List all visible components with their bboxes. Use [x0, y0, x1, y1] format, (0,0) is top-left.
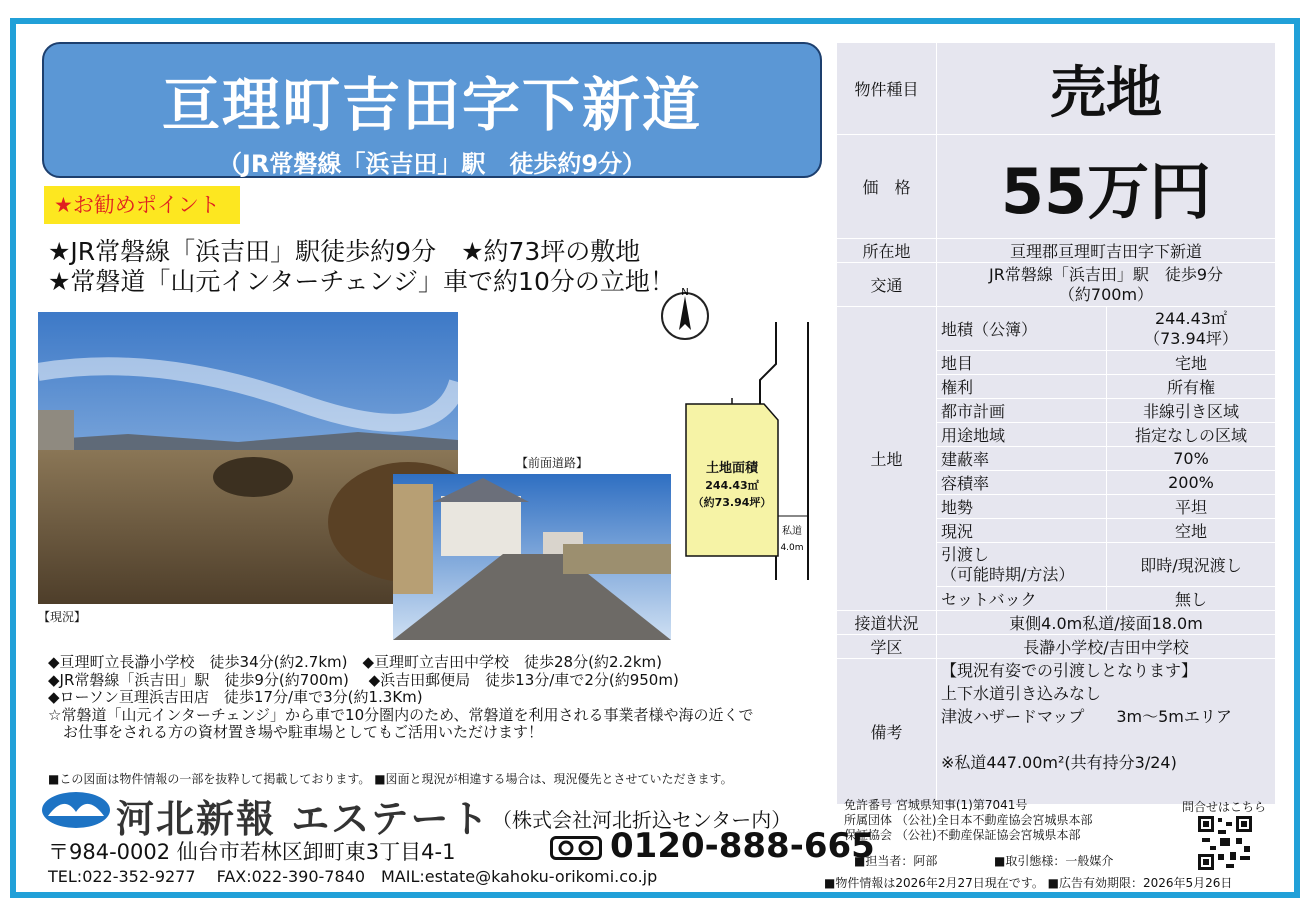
- type-label: 物件種目: [837, 43, 937, 135]
- traffic-distance: （約700m）: [1058, 284, 1154, 304]
- nearby-line: ◆亘理町立長瀞小学校 徒歩34分(約2.7km) ◆亘理町立吉田中学校 徒歩28分(約2.2km): [48, 653, 662, 671]
- land-area-tsubo: （約73.94坪）: [692, 496, 772, 509]
- traffic-label: 交通: [837, 263, 937, 307]
- land-key: 容積率: [937, 471, 1107, 495]
- road-label: 接道状況: [837, 611, 937, 635]
- point-line-1: ★JR常磐線「浜吉田」駅徒歩約9分 ★約73坪の敷地: [48, 237, 641, 266]
- land-value: 無し: [1107, 587, 1276, 611]
- land-key: 建蔽率: [937, 447, 1107, 471]
- company-logo-text: 河北新報 エステート: [116, 797, 491, 841]
- land-key: セットバック: [937, 587, 1107, 611]
- company-name: （株式会社河北折込センター内）: [492, 808, 792, 832]
- land-key: 地勢: [937, 495, 1107, 519]
- land-value: 即時/現況渡し: [1107, 543, 1276, 587]
- inquiry-label: 問合せはこちら: [1182, 800, 1267, 814]
- deal-type: ■取引態様：一般媒介: [994, 854, 1114, 868]
- road-photo: [393, 474, 671, 640]
- current-photo-caption: 【現況】: [38, 610, 87, 624]
- handover-key-detail: （可能時期/方法）: [941, 564, 1075, 584]
- spec-table: [836, 42, 1276, 805]
- nearby-line: ☆常磐道「山元インターチェンジ」から車で10分圏内のため、常磐道を利用される事業者様や海の近くで: [48, 705, 754, 724]
- validity-dates: ■物件情報は2026年2月27日現在です。 ■広告有効期限：2026年5月26日: [824, 876, 1233, 890]
- land-key: 権利: [937, 375, 1107, 399]
- nearby-line: ◆JR常磐線「浜吉田」駅 徒歩9分(約700m) ◆浜吉田郵便局 徒歩13分/車で2分(約950m): [48, 670, 679, 689]
- road-photo-caption: 【前面道路】: [516, 456, 589, 470]
- land-key: 都市計画: [937, 399, 1107, 423]
- recommend-label: ★お勧めポイント: [44, 186, 240, 224]
- freedial-icon: [550, 836, 602, 860]
- land-key: 用途地域: [937, 423, 1107, 447]
- nearby-line: お仕事をされる方の資材置き場や駐車場としてもご活用いただけます！: [48, 723, 544, 741]
- property-subtitle: （JR常磐線「浜吉田」駅 徒歩約9分）: [217, 150, 647, 178]
- location-label: 所在地: [837, 239, 937, 263]
- price-value: 55万円: [937, 135, 1276, 239]
- land-value: 200%: [1107, 471, 1276, 495]
- nearby-line: ◆ローソン亘理浜吉田店 徒歩17分/車で3分(約1.3Km): [48, 688, 423, 706]
- land-area-label: [686, 460, 778, 511]
- type-value: 売地: [937, 43, 1276, 135]
- title-banner: [42, 42, 822, 178]
- land-value: 70%: [1107, 447, 1276, 471]
- disclaimer: ■この図面は物件情報の一部を抜粋して掲載しております。 ■図面と現況が相違する場合は、現況優先とさせていただきます。: [48, 772, 733, 786]
- remark-line: 上下水道引き込みなし: [941, 684, 1102, 703]
- land-key: 地目: [937, 351, 1107, 375]
- handover-key: 引渡し: [941, 544, 990, 564]
- license-line: 保証協会 （公社)不動産保証協会宮城県本部: [844, 828, 1081, 842]
- license-line: 免許番号 宮城県知事(1)第7041号: [844, 798, 1028, 812]
- land-value: 所有権: [1107, 375, 1276, 399]
- land-area-sqm: 244.43㎡: [705, 479, 759, 492]
- remark-line: ※私道447.00m²(共有持分3/24): [941, 753, 1177, 772]
- qr-code-icon[interactable]: [1198, 816, 1252, 870]
- remark-line: 【現況有姿での引渡しとなります】: [941, 661, 1198, 680]
- land-value: [1107, 307, 1276, 351]
- remarks: [937, 659, 1276, 805]
- land-key: [937, 543, 1107, 587]
- plot-diagram: [680, 320, 816, 584]
- school-value: 長瀞小学校/吉田中学校: [937, 635, 1276, 659]
- land-area-value: 244.43㎡: [1155, 308, 1227, 328]
- school-label: 学区: [837, 635, 937, 659]
- remarks-label: 備考: [837, 659, 937, 805]
- private-road-label: 私道: [782, 526, 802, 537]
- land-value: 指定なしの区域: [1107, 423, 1276, 447]
- traffic-line: JR常磐線「浜吉田」駅 徒歩9分: [988, 264, 1224, 284]
- land-label: 土地: [837, 307, 937, 611]
- road-value: 東側4.0m私道/接面18.0m: [937, 611, 1276, 635]
- license-info: [844, 798, 1093, 843]
- land-value: 宅地: [1107, 351, 1276, 375]
- road-width-label: 4.0m: [780, 543, 804, 553]
- location-value: 亘理郡亘理町吉田字下新道: [937, 239, 1276, 263]
- point-line-2: ★常磐道「山元インターチェンジ」車で約10分の立地！: [48, 267, 675, 296]
- freedial-number: 0120-888-665: [610, 826, 875, 866]
- land-key: 現況: [937, 519, 1107, 543]
- company-address: 〒984-0002 仙台市若林区卸町東3丁目4-1: [48, 840, 456, 864]
- land-value: 非線引き区域: [1107, 399, 1276, 423]
- remark-line: [941, 728, 1271, 751]
- land-value: 空地: [1107, 519, 1276, 543]
- land-key: 地積（公簿）: [937, 307, 1107, 351]
- traffic-value: [937, 263, 1276, 307]
- property-title: 亘理町吉田字下新道: [161, 71, 702, 139]
- land-area-title: 土地面積: [705, 461, 758, 476]
- land-value: 平坦: [1107, 495, 1276, 519]
- remark-line: 津波ハザードマップ 3m～5mエリア: [941, 707, 1232, 726]
- nearby-facilities: [48, 654, 754, 742]
- north-label: N: [681, 287, 689, 298]
- contact-line: TEL:022-352-9277 FAX:022-390-7840 MAIL:estate@kahoku-orikomi.co.jp: [48, 867, 658, 886]
- license-line: 所属団体 （公社)全日本不動産協会宮城県本部: [844, 813, 1093, 827]
- price-label: 価 格: [837, 135, 937, 239]
- company-logo-icon: [40, 790, 112, 832]
- flyer-frame: [10, 18, 1300, 898]
- land-area-tsubo-value: （73.94坪）: [1144, 328, 1238, 348]
- staff-info: ■担当者：阿部: [854, 854, 938, 868]
